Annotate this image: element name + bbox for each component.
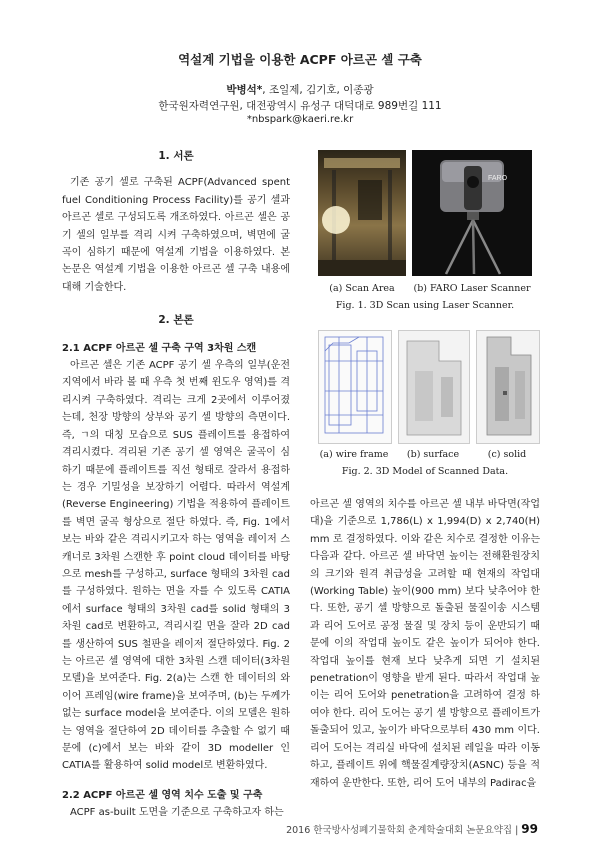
subsection-2-1-paragraph: 아르곤 셀은 기존 ACPF 공기 셀 우측의 일부(운전 지역에서 바라 볼 때 우측 첫 번째 윈도우 영역)를 격리시켜 구축하였다. 격리는 크게 2곳에서 이루어졌는데, 천장 방향의 상부와 공기 셀 방향의 측면이다. 즉, ㄱ의 대칭 모습으로 SUS 플레이트를 용접하여 격리시켰다. 격리된 기존 공기 셀 영역은 굴곡이 심하기 때문에 플레이트를 직선 형태로 잘라서 용접하는 경우 기밀성을 보장하기 어렵다. 따라서 역설계(Reverse Engineering) 기법을 적용하여 플레이트를 벽면 굴곡 형상으로 절단 하였다. 즉, Fig. 1에서 보는 바와 같은 격리시키고자 하는 영역을 레이저 스캐너로 3차원 스캔한 후 point cloud 데이터를 바탕으로 mesh를 구성하고, surface 형태의 3차원 cad를 구성하였다. 원하는 면을 자를 수 있도록 CATIA에서 surface 형태의 3차원 cad를 solid 형태의 3차원 cad로 변환하고, 격리시킬 면을 잘라 2D cad를 생산하여 SUS 철판을 레이저 절단하였다. Fig. 2는 아르곤 셀 영역에 대한 3차원 스캔 데이터(3차원 모델)을 보여준다. Fig. 2(a)는 스캔 한 데이터의 와이어 프레임(wire frame)을 보여주며, (b)는 두께가 없는 surface model을 보여준다. 이의 모델은 원하는 영역을 절단하여 2D 데이터를 추출할 수 없기 때문에 (c)에서 보는 바와 같이 3D modeller 인 CATIA를 활용하여 solid model로 변환하였다.	[62, 360, 290, 772]
subsection-2-2-title: 2.2 ACPF 아르곤 셀 영역 치수 도출 및 구축	[62, 789, 263, 801]
fig2a-label: (a) wire frame	[319, 449, 389, 460]
scan-area-photo	[318, 150, 406, 276]
affiliation: 한국원자력연구원, 대전광역시 유성구 대덕대로 989번길 111	[158, 100, 442, 112]
solid-model	[476, 330, 540, 444]
fig1a-label: (a) Scan Area	[329, 283, 395, 294]
surface-model	[398, 330, 470, 444]
section-2-title: 2. 본론	[158, 314, 194, 327]
page-number: 99	[521, 822, 538, 836]
co-authors: , 조일제, 김기호, 이종광	[262, 84, 374, 96]
section-1-title: 1. 서론	[158, 150, 194, 162]
footer-text: 2016 한국방사성폐기물학회 춘계학술대회 논문요약집 |	[286, 825, 522, 836]
scan-area-illustration	[318, 150, 406, 276]
main-author: 박병석*	[226, 84, 263, 96]
page-footer	[286, 822, 538, 836]
fig2-caption: Fig. 2. 3D Model of Scanned Data.	[341, 466, 509, 477]
left-column	[62, 148, 290, 822]
subsection-2-1-title: 2.1 ACPF 아르곤 셀 구축 구역 3차원 스캔	[62, 342, 257, 354]
wireframe-model	[318, 330, 392, 444]
laser-scanner-illustration	[412, 150, 532, 276]
right-column-paragraph: 아르곤 셀 영역의 치수를 아르곤 셀 내부 바닥면(작업대)을 기준으로 1,786(L) x 1,994(D) x 2,740(H) mm 로 결정하였다. 이와 같은 치수로 결정한 이유는 다음과 같다. 아르곤 셀 바닥면 높이는 전해환원장치의 크기와 원격 취급성을 고려할 때 현재의 작업대(Working Table) 높이(900 mm) 보다 낮추어야 한다. 또한, 공기 셀 방향으로 돌출된 물질이송 시스템과 리어 도어로 공정 물질 및 장치 등이 운반되기 때문에 이의 작업대 높이도 같은 높이가 되어야 한다. 작업대 높이를 현재 보다 낮추게 되면 기 설치된 penetration이 영향을 받게 된다. 따라서 작업대 높이는 리어 도어와 penetration을 고려하여 결정 하여야 한다. 리어 도어는 공기 셀 방향으로 플레이트가 돌출되어 있고, 높이가 바닥으로부터 430 mm 이다. 리어 도어는 격리실 바닥에 설치된 레일을 따라 이동하고, 플레이트 위에 핵물질계량장치(ASNC) 등을 적재하여 운반한다. 또한, 리어 도어 내부의 Padirac을	[310, 499, 540, 789]
paper-title: 역설계 기법을 이용한 ACPF 아르곤 셀 구축	[178, 52, 422, 67]
email: *nbspark@kaeri.re.kr	[246, 114, 354, 125]
fig1-caption: Fig. 1. 3D Scan using Laser Scanner.	[335, 300, 515, 311]
solid-illustration	[477, 331, 539, 443]
faro-logo: FARO	[488, 175, 508, 182]
subsection-2-2-paragraph: ACPF as-built 도면을 기준으로 구축하고자 하는	[70, 807, 284, 819]
authors	[0, 82, 600, 97]
fig2c-label: (c) solid	[487, 449, 527, 460]
right-column	[310, 496, 540, 792]
faro-scanner-photo	[412, 150, 532, 276]
fig2b-label: (b) surface	[406, 449, 460, 460]
fig1b-label: (b) FARO Laser Scanner	[413, 283, 531, 294]
surface-illustration	[399, 331, 469, 443]
section-1-paragraph: 기존 공기 셀로 구축된 ACPF(Advanced spent fuel Conditioning Process Facility)를 공기 셀과 아르곤 셀로 구성되도록 개조하였다. 아르곤 셀은 공기 셀의 일부를 격리 시켜 구축하였으며, 벽면에 굴곡이 심하기 때문에 역설계 기법을 이용하였다. 본 논문은 역설계 기법을 이용한 아르곤 셀 구축 내용에 대해 기술한다.	[62, 177, 290, 293]
wireframe-illustration	[319, 331, 391, 443]
